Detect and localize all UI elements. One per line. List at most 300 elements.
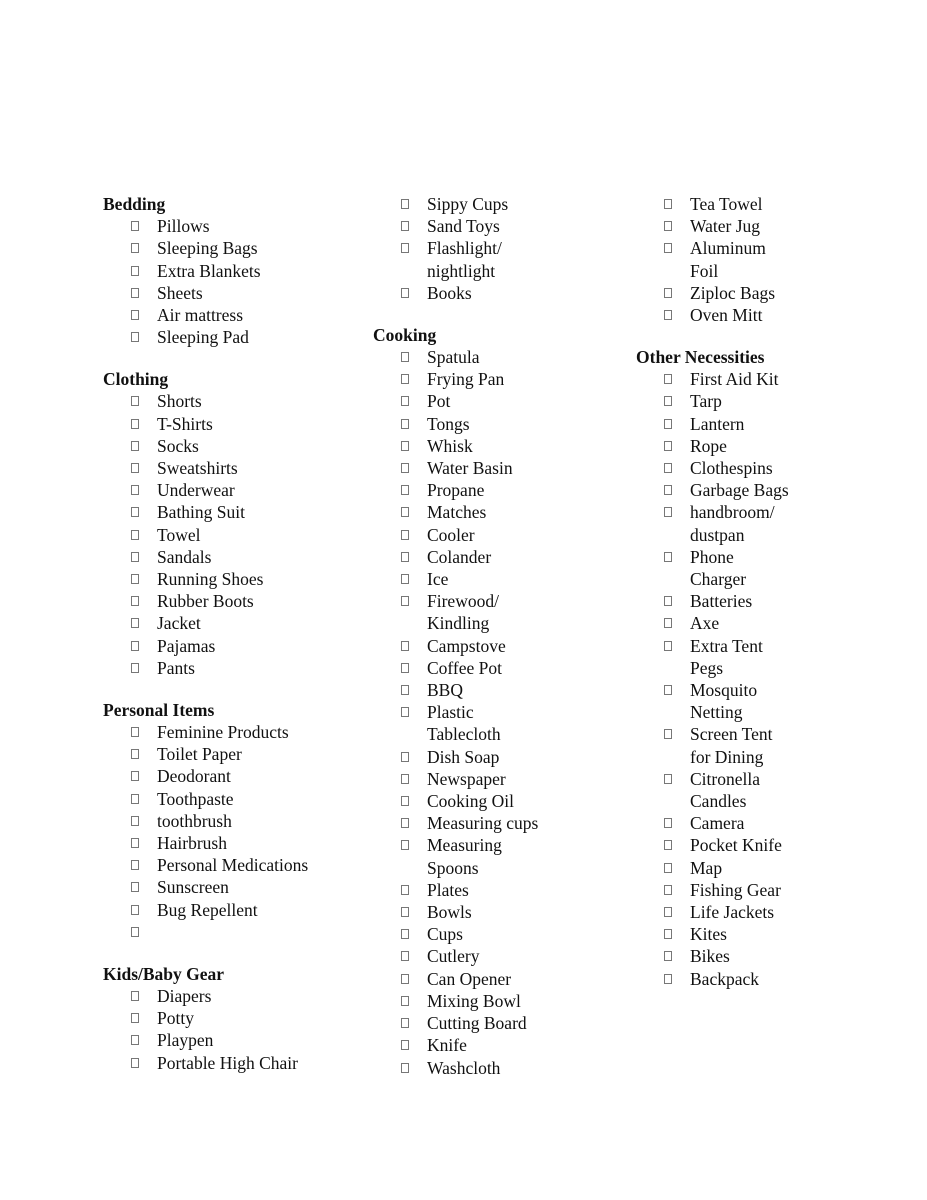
checklist-item[interactable] xyxy=(103,501,353,523)
checklist-item-label: Extra Blankets xyxy=(157,260,261,281)
checklist-item[interactable] xyxy=(636,723,886,767)
checklist-item-label: Sunscreen xyxy=(157,877,229,898)
checklist-item[interactable] xyxy=(373,1012,623,1034)
checklist-item[interactable] xyxy=(103,1029,353,1051)
checklist-item-label: Colander xyxy=(427,546,492,567)
checkbox-icon[interactable] xyxy=(401,552,409,562)
checkbox-icon[interactable] xyxy=(131,816,139,826)
checklist-item[interactable] xyxy=(103,413,353,435)
checklist-item[interactable] xyxy=(636,435,886,457)
checklist-item-label: Sand Toys xyxy=(427,216,500,237)
checklist-item-label: Phone xyxy=(690,546,734,567)
checklist-item[interactable] xyxy=(373,834,623,878)
checklist-column xyxy=(103,193,353,1074)
checklist-item[interactable] xyxy=(103,876,353,898)
checklist-item[interactable] xyxy=(373,524,623,546)
checklist-item-label: Bowls xyxy=(427,902,472,923)
checklist-item[interactable] xyxy=(103,590,353,612)
section-heading: Personal Items xyxy=(103,699,215,720)
checkbox-icon[interactable] xyxy=(131,485,139,495)
checkbox-icon[interactable] xyxy=(131,288,139,298)
checkbox-icon[interactable] xyxy=(401,707,409,717)
checklist-item-label: Washcloth xyxy=(427,1057,501,1078)
checklist-item[interactable] xyxy=(103,457,353,479)
checklist-item-label: Charger xyxy=(690,569,747,590)
checklist-item-label: Screen Tent xyxy=(690,724,773,745)
checkbox-icon[interactable] xyxy=(664,907,672,917)
checkbox-icon[interactable] xyxy=(401,796,409,806)
checklist-item[interactable] xyxy=(636,390,886,412)
checklist-item[interactable] xyxy=(373,768,623,790)
checklist-item-label: Plates xyxy=(427,879,469,900)
checklist-item[interactable] xyxy=(103,810,353,832)
checkbox-icon[interactable] xyxy=(131,396,139,406)
checkbox-icon[interactable] xyxy=(401,752,409,762)
checkbox-icon[interactable] xyxy=(664,485,672,495)
checklist-item[interactable] xyxy=(636,282,886,304)
checkbox-icon[interactable] xyxy=(401,199,409,209)
checkbox-icon[interactable] xyxy=(131,419,139,429)
section-heading: Clothing xyxy=(103,369,169,390)
checkbox-icon[interactable] xyxy=(401,596,409,606)
checkbox-icon[interactable] xyxy=(401,574,409,584)
checkbox-icon[interactable] xyxy=(664,310,672,320)
checklist-item-label: Water Jug xyxy=(690,216,761,237)
checklist-item-label: Portable High Chair xyxy=(157,1052,298,1073)
checklist-item-label: Water Basin xyxy=(427,458,513,479)
checklist-item-label: Map xyxy=(690,857,723,878)
checklist-item-label: Citronella xyxy=(690,768,760,789)
checkbox-icon[interactable] xyxy=(664,396,672,406)
checklist-item[interactable] xyxy=(103,390,353,412)
checklist-item[interactable] xyxy=(636,457,886,479)
checklist-item[interactable] xyxy=(373,945,623,967)
checkbox-icon[interactable] xyxy=(131,1058,139,1068)
checkbox-icon[interactable] xyxy=(664,596,672,606)
checklist-item-label: Candles xyxy=(690,791,747,812)
checklist-item[interactable] xyxy=(103,479,353,501)
checklist-item[interactable] xyxy=(636,968,886,990)
checklist-item[interactable] xyxy=(636,413,886,435)
checklist-item[interactable] xyxy=(636,901,886,923)
checklist-item[interactable] xyxy=(636,612,886,634)
checklist-item[interactable] xyxy=(636,923,886,945)
checkbox-icon[interactable] xyxy=(131,771,139,781)
checkbox-icon[interactable] xyxy=(401,996,409,1006)
checklist-item[interactable] xyxy=(103,326,353,348)
checkbox-icon[interactable] xyxy=(131,441,139,451)
checklist-item[interactable] xyxy=(373,346,623,368)
checklist-item-label: Jacket xyxy=(157,613,201,634)
checkbox-icon[interactable] xyxy=(401,485,409,495)
checklist-item[interactable] xyxy=(636,590,886,612)
checklist-item[interactable] xyxy=(636,368,886,390)
checkbox-icon[interactable] xyxy=(131,310,139,320)
checklist-item-label: Batteries xyxy=(690,591,753,612)
checklist-item[interactable] xyxy=(103,788,353,810)
checkbox-icon[interactable] xyxy=(664,840,672,850)
checklist-item-label: Toilet Paper xyxy=(157,744,242,765)
checkbox-icon[interactable] xyxy=(664,641,672,651)
checklist-item-label: toothbrush xyxy=(157,810,232,831)
checklist-item-label: Newspaper xyxy=(427,768,506,789)
checklist-item-label: Feminine Products xyxy=(157,722,289,743)
checklist-item-label: Cups xyxy=(427,924,463,945)
checklist-item-label: Deodorant xyxy=(157,766,231,787)
checklist-item[interactable] xyxy=(373,635,623,657)
checklist-item[interactable] xyxy=(373,457,623,479)
checkbox-icon[interactable] xyxy=(131,882,139,892)
checklist-item[interactable] xyxy=(636,879,886,901)
checklist-item[interactable] xyxy=(103,237,353,259)
checklist-item-label: Underwear xyxy=(157,480,235,501)
checklist-item-label: Rope xyxy=(690,435,727,456)
checkbox-icon[interactable] xyxy=(664,288,672,298)
checkbox-icon[interactable] xyxy=(664,774,672,784)
checkbox-icon[interactable] xyxy=(401,441,409,451)
checklist-item-label: Shorts xyxy=(157,391,202,412)
checklist-item[interactable] xyxy=(636,834,886,856)
checklist-item[interactable] xyxy=(373,390,623,412)
checklist-item[interactable] xyxy=(373,282,623,304)
checklist-item[interactable] xyxy=(373,901,623,923)
checklist-item[interactable] xyxy=(373,1034,623,1056)
checklist-item[interactable] xyxy=(373,701,623,745)
checklist-item[interactable] xyxy=(373,812,623,834)
checklist-item[interactable] xyxy=(636,193,886,215)
checkbox-icon[interactable] xyxy=(664,885,672,895)
checklist-item-label: for Dining xyxy=(690,746,764,767)
checkbox-icon[interactable] xyxy=(664,618,672,628)
checkbox-icon[interactable] xyxy=(131,663,139,673)
checklist-item-label: Aluminum xyxy=(690,238,766,259)
checklist-item[interactable] xyxy=(636,237,886,281)
checklist-item-label: Potty xyxy=(157,1008,194,1029)
checklist-item[interactable] xyxy=(103,985,353,1007)
checklist-item[interactable] xyxy=(636,546,886,590)
section-spacer xyxy=(373,304,623,324)
checkbox-icon[interactable] xyxy=(131,794,139,804)
checklist-item[interactable] xyxy=(103,1007,353,1029)
checklist-item-label: Air mattress xyxy=(157,305,244,325)
checklist-item-label: Kindling xyxy=(427,613,490,634)
checklist-item[interactable] xyxy=(373,413,623,435)
checkbox-icon[interactable] xyxy=(131,1035,139,1045)
checklist-item[interactable] xyxy=(373,790,623,812)
checkbox-icon[interactable] xyxy=(401,840,409,850)
checklist-item-label: Pegs xyxy=(690,657,724,678)
checklist-item-label: Sleeping Bags xyxy=(157,238,258,259)
checklist-item-label: Coffee Pot xyxy=(427,657,503,678)
checklist-item[interactable] xyxy=(103,260,353,282)
checklist-item[interactable] xyxy=(103,282,353,304)
checklist-item-label: Bathing Suit xyxy=(157,502,245,523)
checklist-item[interactable] xyxy=(373,193,623,215)
checklist-item[interactable] xyxy=(636,679,886,723)
checklist-item[interactable] xyxy=(103,304,353,326)
checklist-item-label: Cutlery xyxy=(427,946,480,967)
checklist-item[interactable] xyxy=(373,368,623,390)
checklist-item[interactable] xyxy=(373,879,623,901)
checkbox-icon[interactable] xyxy=(131,860,139,870)
checklist-item-label: Kites xyxy=(690,924,727,945)
checklist-item[interactable] xyxy=(103,435,353,457)
checklist-item[interactable] xyxy=(636,304,886,326)
checklist-item-label: Netting xyxy=(690,702,743,723)
checklist-item[interactable] xyxy=(373,968,623,990)
checkbox-icon[interactable] xyxy=(401,1063,409,1073)
checkbox-icon[interactable] xyxy=(131,574,139,584)
checklist-item-label: Mosquito xyxy=(690,680,758,701)
checkbox-icon[interactable] xyxy=(131,463,139,473)
checklist-item[interactable] xyxy=(373,657,623,679)
checkbox-icon[interactable] xyxy=(664,974,672,984)
checkbox-icon[interactable] xyxy=(131,243,139,253)
checkbox-icon[interactable] xyxy=(401,243,409,253)
checkbox-icon[interactable] xyxy=(664,374,672,384)
checklist-item[interactable] xyxy=(636,768,886,812)
checkbox-icon[interactable] xyxy=(664,221,672,231)
checkbox-icon[interactable] xyxy=(401,818,409,828)
checkbox-icon[interactable] xyxy=(131,727,139,737)
checklist-item-label: Campstove xyxy=(427,635,506,656)
checklist-item-label: Mixing Bowl xyxy=(427,990,521,1011)
checklist-item-label: Axe xyxy=(690,613,720,634)
checklist-item[interactable] xyxy=(373,1057,623,1079)
checkbox-icon[interactable] xyxy=(401,221,409,231)
checklist-item-label: Fishing Gear xyxy=(690,879,781,900)
checklist-item-label: Spoons xyxy=(427,857,479,878)
checkbox-icon[interactable] xyxy=(131,991,139,1001)
checkbox-icon[interactable] xyxy=(401,288,409,298)
checklist-item-label: Matches xyxy=(427,502,487,523)
checklist-item[interactable] xyxy=(103,765,353,787)
checkbox-icon[interactable] xyxy=(131,838,139,848)
checklist-item[interactable] xyxy=(636,501,886,545)
checklist-item-label: Plastic xyxy=(427,702,474,723)
checkbox-icon[interactable] xyxy=(664,419,672,429)
checklist-item-label: Cooler xyxy=(427,524,475,545)
checklist-item-label: Pillows xyxy=(157,216,210,237)
checklist-column xyxy=(636,193,886,990)
checklist-item-label: Ice xyxy=(427,569,449,590)
checklist-item[interactable] xyxy=(103,854,353,876)
checklist-item-label: Clothespins xyxy=(690,458,773,479)
checklist-item-label: Pocket Knife xyxy=(690,835,782,856)
checklist-item-label: Tablecloth xyxy=(427,724,501,745)
checklist-item-label: Sweatshirts xyxy=(157,458,238,478)
checklist-item-label: Playpen xyxy=(157,1030,214,1051)
checklist-item[interactable] xyxy=(103,546,353,568)
checklist-item-label: Spatula xyxy=(427,347,480,367)
checklist-item[interactable] xyxy=(103,743,353,765)
checklist-item-label: Towel xyxy=(157,524,201,545)
checklist-item[interactable] xyxy=(373,990,623,1012)
checklist-item[interactable] xyxy=(373,237,623,281)
checklist-item-label: Rubber Boots xyxy=(157,591,254,612)
checklist-item-label: Propane xyxy=(427,480,485,501)
checkbox-icon[interactable] xyxy=(664,463,672,473)
checklist-item[interactable] xyxy=(103,524,353,546)
checkbox-icon[interactable] xyxy=(401,974,409,984)
checkbox-icon[interactable] xyxy=(401,774,409,784)
checklist-column xyxy=(373,193,623,1079)
checklist-item[interactable] xyxy=(636,812,886,834)
checkbox-icon[interactable] xyxy=(401,396,409,406)
checklist-item-label: First Aid Kit xyxy=(690,369,779,390)
checkbox-icon[interactable] xyxy=(664,507,672,517)
checklist-item-label: Sleeping Pad xyxy=(157,327,249,348)
checklist-item-label: Toothpaste xyxy=(157,788,234,809)
checklist-item-label: Dish Soap xyxy=(427,746,500,767)
checkbox-icon[interactable] xyxy=(401,663,409,673)
checkbox-icon[interactable] xyxy=(664,863,672,873)
checklist-item-label: Extra Tent xyxy=(690,635,763,656)
section-heading: Cooking xyxy=(373,324,437,345)
checkbox-icon[interactable] xyxy=(131,596,139,606)
checkbox-icon[interactable] xyxy=(664,552,672,562)
checkbox-icon[interactable] xyxy=(664,441,672,451)
section-spacer xyxy=(103,679,353,699)
checklist-item-label: Sheets xyxy=(157,282,203,303)
checklist-item[interactable] xyxy=(636,635,886,679)
checklist-item[interactable] xyxy=(373,435,623,457)
checklist-item-label: Can Opener xyxy=(427,968,512,989)
checklist-item[interactable] xyxy=(373,590,623,634)
checklist-item-label: nightlight xyxy=(427,260,496,281)
checkbox-icon[interactable] xyxy=(401,463,409,473)
checkbox-icon[interactable] xyxy=(664,685,672,695)
checklist-item-label: Pajamas xyxy=(157,635,216,656)
checkbox-icon[interactable] xyxy=(664,929,672,939)
section-spacer xyxy=(103,943,353,963)
checkbox-icon[interactable] xyxy=(131,552,139,562)
checkbox-icon[interactable] xyxy=(131,905,139,915)
checklist-item[interactable] xyxy=(373,679,623,701)
checklist-item-label: Tea Towel xyxy=(690,194,763,214)
checkbox-icon[interactable] xyxy=(131,221,139,231)
section-heading: Other Necessities xyxy=(636,347,765,368)
checklist-item[interactable] xyxy=(636,479,886,501)
checklist-item-label: T-Shirts xyxy=(157,413,213,434)
checklist-item[interactable] xyxy=(103,899,353,921)
checklist-item-label: BBQ xyxy=(427,680,463,701)
checklist-item-label: Tarp xyxy=(690,391,722,412)
checklist-item[interactable] xyxy=(103,832,353,854)
checkbox-icon[interactable] xyxy=(131,618,139,628)
checkbox-icon[interactable] xyxy=(401,1018,409,1028)
checklist-item-label: Whisk xyxy=(427,435,473,456)
checklist-item-label: Knife xyxy=(427,1035,467,1056)
checklist-item[interactable] xyxy=(103,721,353,743)
checkbox-icon[interactable] xyxy=(664,199,672,209)
checklist-item-label: Sandals xyxy=(157,546,212,567)
checklist-item-label: Measuring cups xyxy=(427,813,539,834)
checklist-item-label: Life Jackets xyxy=(690,902,775,923)
checklist-item-label: Frying Pan xyxy=(427,369,505,390)
checkbox-icon[interactable] xyxy=(401,929,409,939)
checklist-item[interactable] xyxy=(636,945,886,967)
checklist-item-label: Tongs xyxy=(427,413,470,434)
checkbox-icon[interactable] xyxy=(131,530,139,540)
checklist-item-label: Sippy Cups xyxy=(427,194,509,214)
checklist-item-label: Cooking Oil xyxy=(427,791,515,812)
checklist-item-label: Running Shoes xyxy=(157,569,264,590)
checkbox-icon[interactable] xyxy=(401,1040,409,1050)
checklist-item[interactable] xyxy=(103,612,353,634)
checklist-item-label: Oven Mitt xyxy=(690,305,763,326)
checklist-item-label: Cutting Board xyxy=(427,1013,527,1034)
section-heading: Bedding xyxy=(103,194,166,214)
checkbox-icon[interactable] xyxy=(664,951,672,961)
checklist-item-label: Pants xyxy=(157,657,195,678)
checkbox-icon[interactable] xyxy=(131,927,139,937)
checklist-item[interactable] xyxy=(636,215,886,237)
checkbox-icon[interactable] xyxy=(401,507,409,517)
section-spacer xyxy=(636,326,886,346)
checklist-item[interactable] xyxy=(103,635,353,657)
checkbox-icon[interactable] xyxy=(131,507,139,517)
checklist-item[interactable] xyxy=(103,657,353,679)
checkbox-icon[interactable] xyxy=(664,243,672,253)
checklist-item-label: Lantern xyxy=(690,413,745,434)
checkbox-icon[interactable] xyxy=(401,685,409,695)
checklist-item-label: Foil xyxy=(690,260,719,281)
checkbox-icon[interactable] xyxy=(131,749,139,759)
checkbox-icon[interactable] xyxy=(401,419,409,429)
checkbox-icon[interactable] xyxy=(401,907,409,917)
checkbox-icon[interactable] xyxy=(131,332,139,342)
checklist-item[interactable] xyxy=(103,921,353,943)
checkbox-icon[interactable] xyxy=(401,951,409,961)
checklist-item-label: Flashlight/ xyxy=(427,238,502,259)
checkbox-icon[interactable] xyxy=(401,641,409,651)
checkbox-icon[interactable] xyxy=(401,885,409,895)
checklist-item[interactable] xyxy=(636,857,886,879)
checklist-item[interactable] xyxy=(373,546,623,568)
checkbox-icon[interactable] xyxy=(401,374,409,384)
checklist-item-label: handbroom/ xyxy=(690,502,775,523)
checklist-item-label: Bikes xyxy=(690,946,730,967)
section-heading: Kids/Baby Gear xyxy=(103,963,225,984)
checkbox-icon[interactable] xyxy=(131,1013,139,1023)
checklist-item-label: Bug Repellent xyxy=(157,899,258,920)
checkbox-icon[interactable] xyxy=(664,818,672,828)
checklist-item-label: Personal Medications xyxy=(157,855,309,876)
checklist-item[interactable] xyxy=(373,479,623,501)
checkbox-icon[interactable] xyxy=(131,266,139,276)
checklist-item[interactable] xyxy=(373,923,623,945)
checkbox-icon[interactable] xyxy=(401,530,409,540)
checklist-item[interactable] xyxy=(103,568,353,590)
checklist-item[interactable] xyxy=(373,746,623,768)
checklist-item-label: Garbage Bags xyxy=(690,480,789,501)
checklist-item[interactable] xyxy=(373,501,623,523)
checklist-item[interactable] xyxy=(103,215,353,237)
checkbox-icon[interactable] xyxy=(401,352,409,362)
checklist-item-label: Pot xyxy=(427,391,451,412)
checkbox-icon[interactable] xyxy=(131,641,139,651)
checkbox-icon[interactable] xyxy=(664,729,672,739)
checklist-item[interactable] xyxy=(103,1052,353,1074)
checklist-item[interactable] xyxy=(373,568,623,590)
checklist-item-label: Socks xyxy=(157,435,199,456)
checklist-item-label: Ziploc Bags xyxy=(690,282,776,303)
section-spacer xyxy=(103,348,353,368)
checklist-item-label: Backpack xyxy=(690,968,759,989)
checklist-item[interactable] xyxy=(373,215,623,237)
checklist-item-label: Books xyxy=(427,282,472,303)
